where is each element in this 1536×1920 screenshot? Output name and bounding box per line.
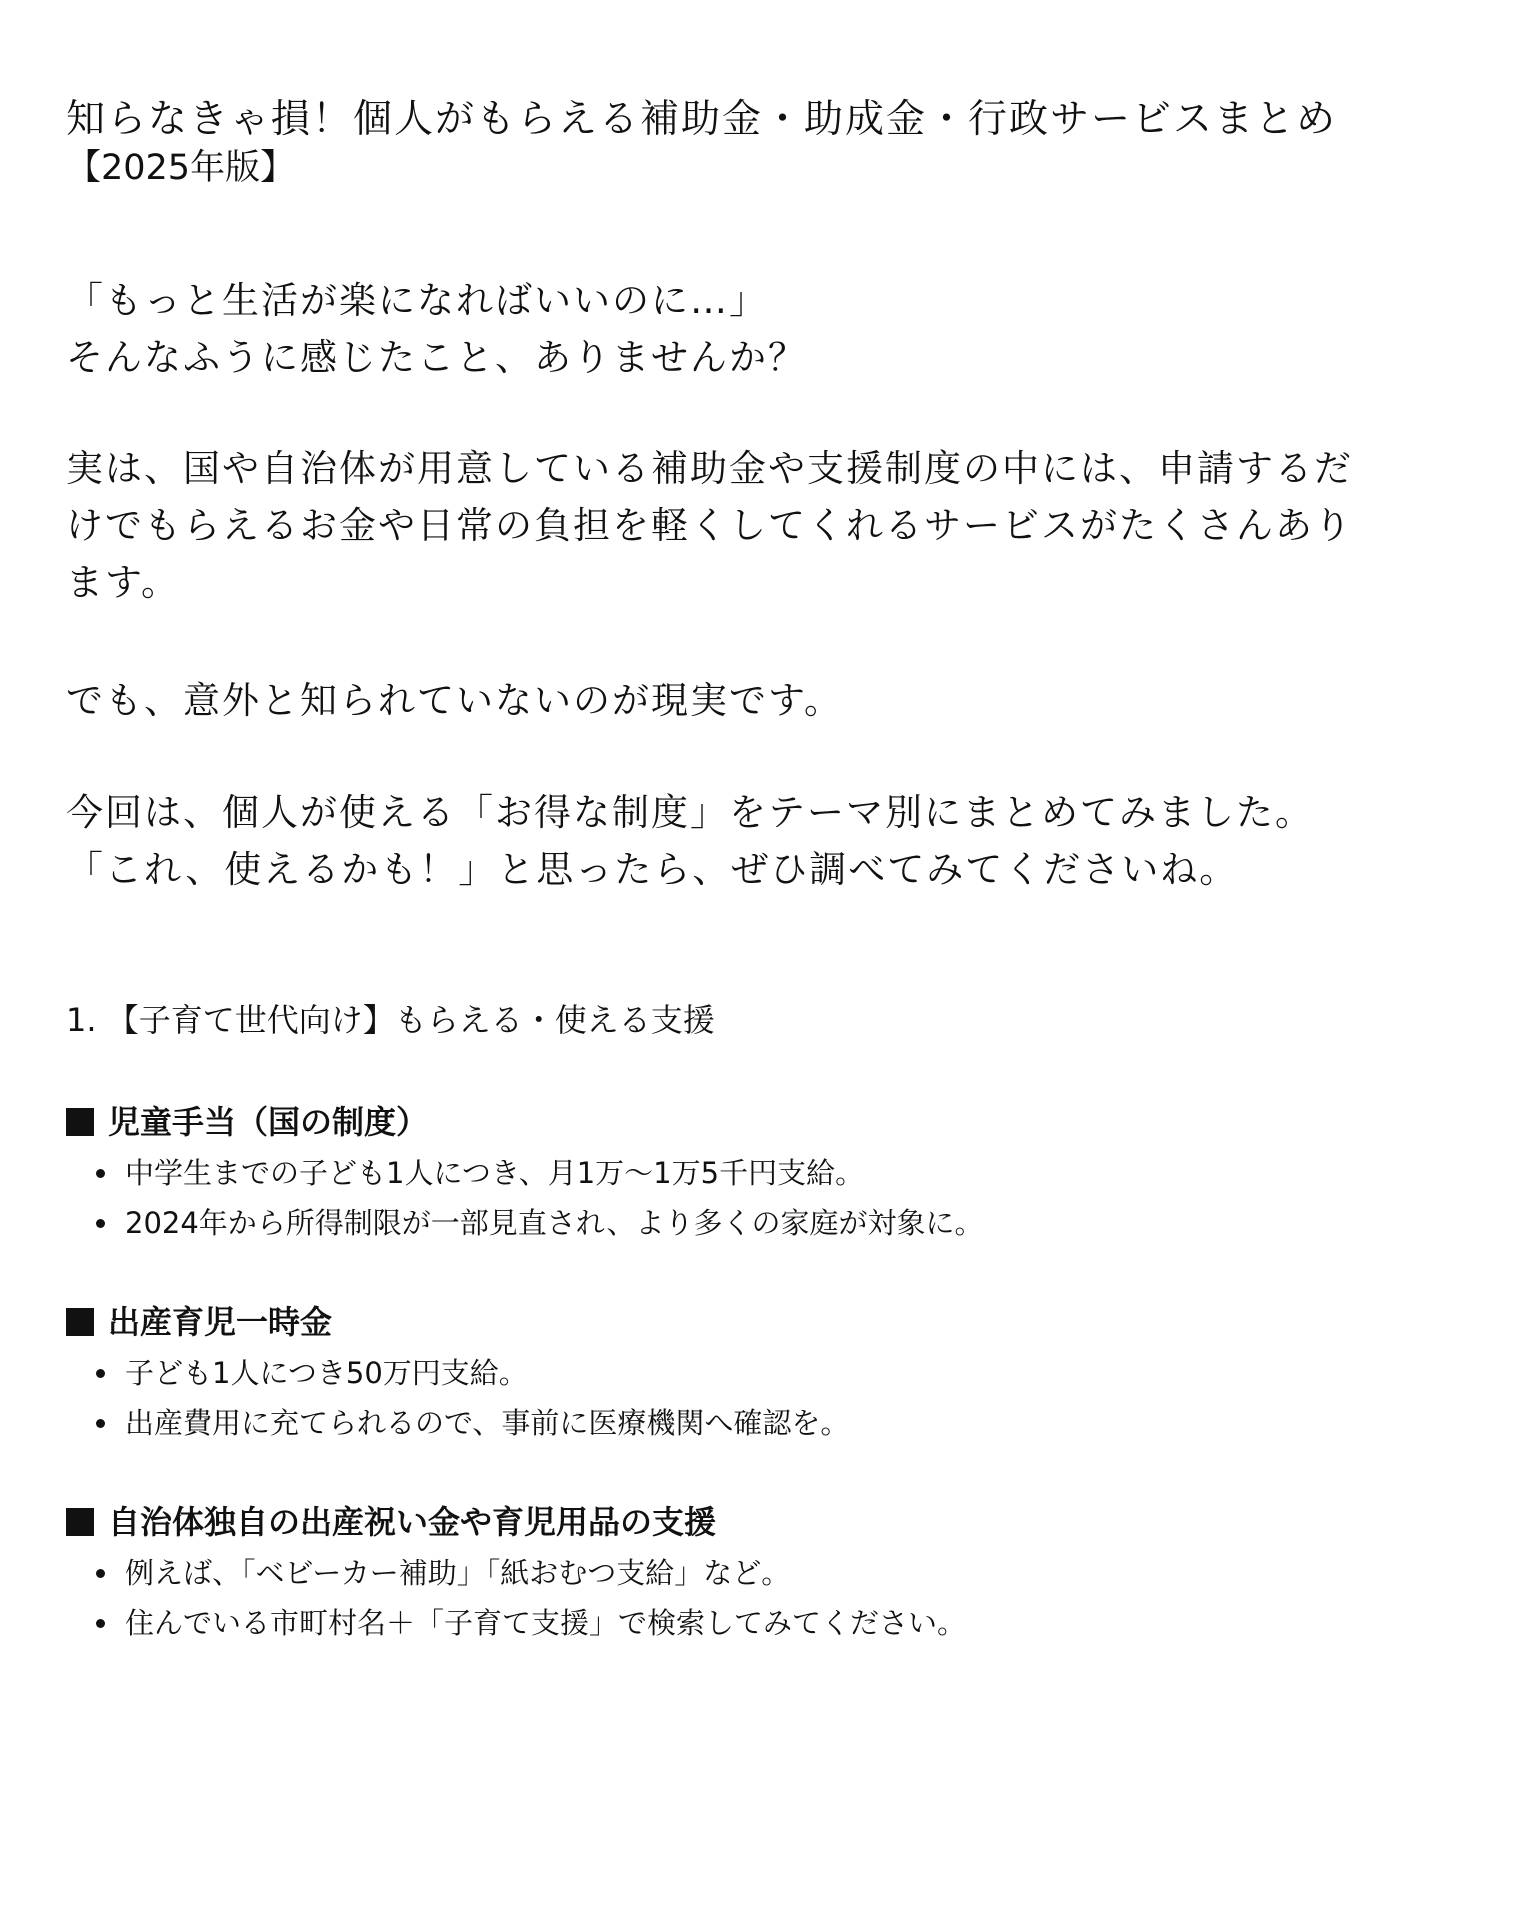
- bullet-icon: [96, 1369, 105, 1378]
- list-item: [66, 1148, 1466, 1198]
- list-item-text: 2024年から所得制限が一部見直され、より多くの家庭が対象に。: [125, 1206, 984, 1240]
- intro-paragraph-1: [66, 272, 1496, 386]
- bullet-icon: [96, 1169, 105, 1178]
- bullet-icon: [96, 1619, 105, 1628]
- intro-paragraph-2: [66, 440, 1496, 611]
- list-item-text: 住んでいる市町村名＋「子育て支援」で検索してみてください。: [125, 1606, 967, 1640]
- intro-p3-line-1: でも、意外と知られていないのが現実です。: [66, 679, 844, 722]
- intro-p2-line-2: けでもらえるお金や日常の負担を軽くしてくれるサービスがたくさんあり: [66, 504, 1353, 547]
- benefit-heading: [66, 1100, 1466, 1144]
- list-item: [66, 1548, 1466, 1598]
- section-1-heading: 1. 【子育て世代向け】もらえる・使える支援: [66, 1001, 715, 1039]
- benefit-heading: [66, 1300, 1466, 1344]
- benefit-heading-text: 児童手当（国の制度）: [108, 1103, 429, 1141]
- benefit-block-childbirth-lump-sum: [66, 1300, 1466, 1448]
- list-item-text: 例えば、「ベビーカー補助」「紙おむつ支給」など。: [125, 1556, 791, 1590]
- list-item: [66, 1398, 1466, 1448]
- title-line-2: 【2025年版】: [66, 148, 296, 188]
- benefit-block-child-allowance: [66, 1100, 1466, 1248]
- intro-paragraph-4: [66, 784, 1496, 898]
- black-square-icon: [66, 1308, 94, 1336]
- black-square-icon: [66, 1508, 94, 1536]
- bullet-icon: [96, 1219, 105, 1228]
- list-item-text: 出産費用に充てられるので、事前に医療機関へ確認を。: [125, 1406, 850, 1440]
- benefit-list: [66, 1548, 1466, 1648]
- benefit-heading-text: 出産育児一時金: [108, 1303, 333, 1341]
- list-item-text: 子ども1人につき50万円支給。: [125, 1356, 528, 1390]
- intro-p2-line-3: ます。: [66, 561, 181, 604]
- list-item: [66, 1348, 1466, 1398]
- bullet-icon: [96, 1419, 105, 1428]
- benefit-heading-text: 自治体独自の出産祝い金や育児用品の支援: [108, 1503, 717, 1541]
- intro-p4-line-2: 「これ、使えるかも！」と思ったら、ぜひ調べてみてくださいね。: [66, 848, 1239, 891]
- benefit-list: [66, 1348, 1466, 1448]
- benefit-heading: [66, 1500, 1466, 1544]
- page-title: [66, 96, 1496, 192]
- intro-p4-line-1: 今回は、個人が使える「お得な制度」をテーマ別にまとめてみました。: [66, 791, 1314, 834]
- intro-p2-line-1: 実は、国や自治体が用意している補助金や支援制度の中には、申請するだ: [66, 447, 1353, 490]
- bullet-icon: [96, 1569, 105, 1578]
- intro-p1-line-1: 「もっと生活が楽になればいいのに…」: [66, 279, 768, 322]
- title-line-1: 知らなきゃ損！個人がもらえる補助金・助成金・行政サービスまとめ: [66, 97, 1338, 142]
- black-square-icon: [66, 1108, 94, 1136]
- list-item: [66, 1598, 1466, 1648]
- benefit-block-municipal-support: [66, 1500, 1466, 1648]
- intro-paragraph-3: [66, 672, 1496, 729]
- list-item-text: 中学生までの子ども1人につき、月1万〜1万5千円支給。: [125, 1156, 865, 1190]
- benefit-list: [66, 1148, 1466, 1248]
- intro-p1-line-2: そんなふうに感じたこと、ありませんか？: [66, 336, 807, 379]
- list-item: [66, 1198, 1466, 1248]
